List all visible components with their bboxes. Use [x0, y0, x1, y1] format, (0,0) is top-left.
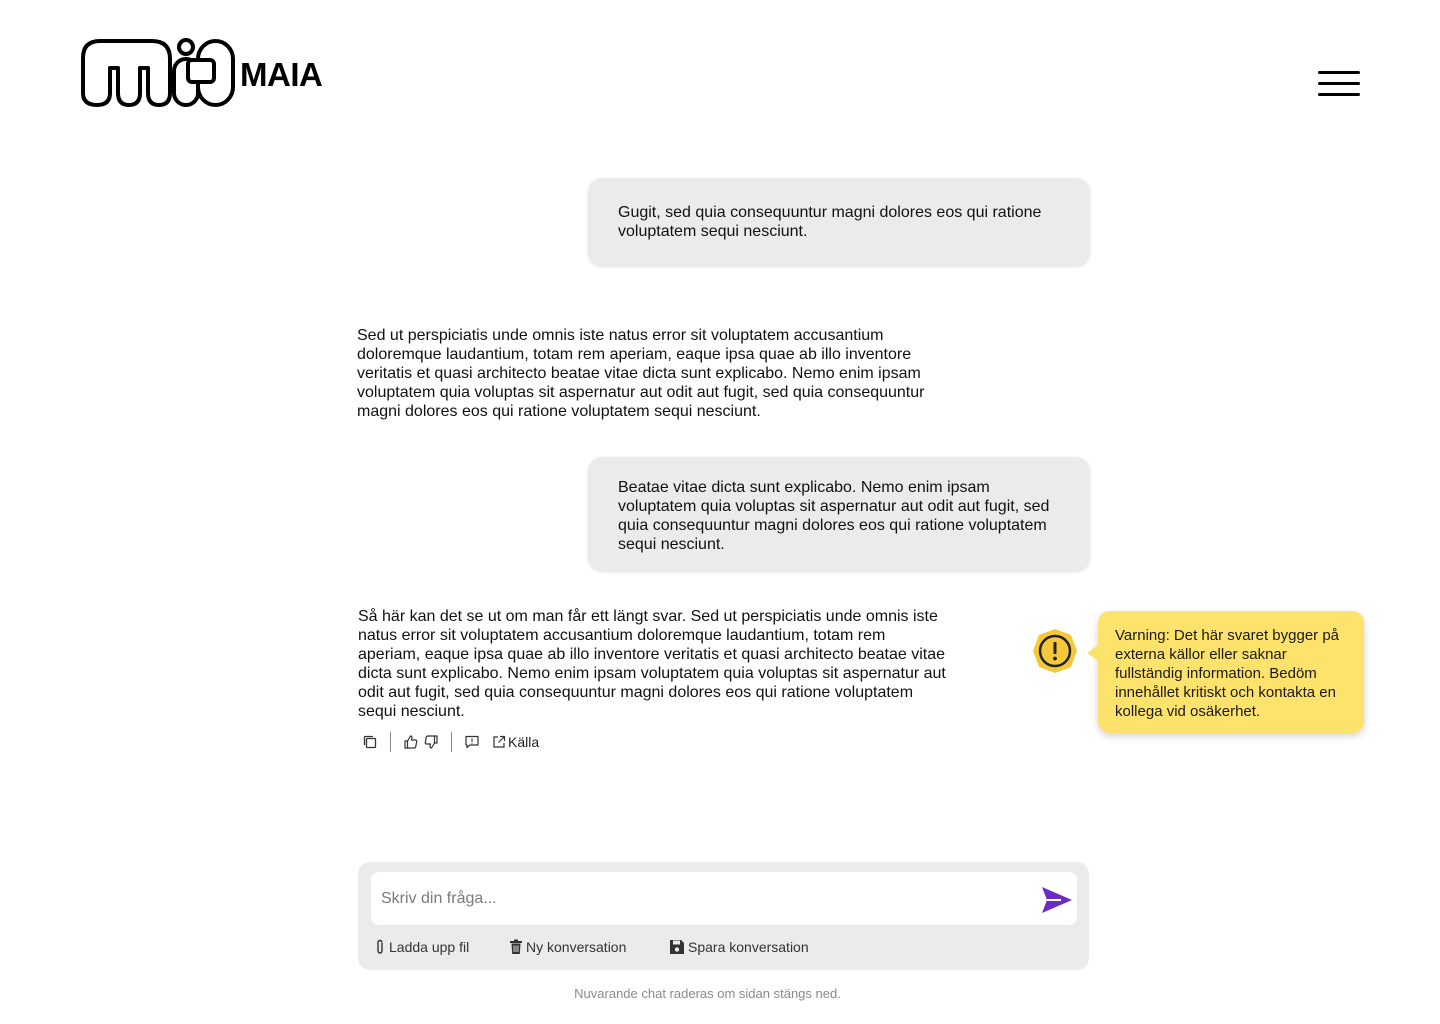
footer-note: Nuvarande chat raderas om sidan stängs ned. [574, 986, 841, 1001]
new-conversation-label: Ny konversation [526, 939, 627, 955]
paperclip-icon [374, 939, 386, 955]
bot-answer: Så här kan det se ut om man får ett längt svar. Sed ut perspiciatis unde omnis iste natus error sit voluptatem accusantium doloremque laudantium, totam rem aperiam, eaque ipsa quae ab illo inventore veritatis et quasi architecto beatae vitae dicta sunt explicabo. Nemo enim ipsam voluptatem quia voluptas sit aspernatur aut odit aut fugit, sed quia consequuntur magni dolores eos qui ratione voluptatem sequi nesciunt. [358, 608, 946, 720]
warning-tooltip [1098, 611, 1364, 733]
upload-file-label: Ladda upp fil [389, 939, 470, 955]
warning-text: Varning: Det här svaret bygger på externa källor eller saknar fullständig information. Bedöm innehållet kritiskt och kontakta en kollega vid osäkerhet. [1115, 627, 1340, 720]
composer [358, 862, 1089, 970]
bot-answer: Sed ut perspiciatis unde omnis iste natus error sit voluptatem accusantium doloremque laudantium, totam rem aperiam, eaque ipsa quae ab illo inventore veritatis et quasi architecto beatae vitae dicta sunt explicabo. Nemo enim ipsam voluptatem quia voluptas sit aspernatur aut odit aut fugit, sed quia consequuntur magni dolores eos qui ratione voluptatem sequi nesciunt. [357, 327, 925, 420]
source-link[interactable] [492, 734, 539, 750]
mio-logo-mark [80, 38, 236, 108]
user-message-text: Beatae vitae dicta sunt explicabo. Nemo enim ipsam voluptatem quia voluptas sit aspernatur aut odit aut fugit, sed quia consequuntur magni dolores eos qui ratione voluptatem sequi nesciunt. [618, 479, 1050, 553]
divider [451, 732, 452, 752]
save-conversation-button[interactable] [669, 939, 809, 955]
answer-actions [360, 731, 539, 753]
thumbs-down-icon[interactable] [421, 732, 441, 752]
divider [390, 732, 391, 752]
new-conversation-button[interactable] [509, 939, 626, 955]
question-input-wrapper [371, 872, 1077, 925]
brand-name: MAIA [240, 56, 323, 93]
source-label: Källa [508, 734, 540, 750]
hamburger-icon [1318, 71, 1360, 74]
user-message [588, 178, 1090, 266]
hamburger-line-2 [1318, 82, 1360, 85]
comment-exclamation-icon[interactable] [462, 732, 482, 752]
logo[interactable] [80, 38, 322, 108]
warning-icon[interactable] [1032, 628, 1078, 674]
save-conversation-label: Spara konversation [688, 939, 809, 955]
copy-icon[interactable] [360, 732, 380, 752]
floppy-disk-icon [669, 939, 685, 955]
send-icon[interactable] [1041, 886, 1073, 914]
trash-icon [509, 939, 523, 955]
user-message [588, 457, 1090, 571]
hamburger-line-3 [1318, 93, 1360, 96]
menu-button[interactable] [1316, 68, 1360, 100]
user-message-text: Gugit, sed quia consequuntur magni dolores eos qui ratione voluptatem sequi nesciunt. [618, 204, 1042, 240]
thumbs-up-icon[interactable] [401, 732, 421, 752]
external-link-icon [492, 735, 506, 749]
upload-file-button[interactable] [374, 939, 469, 955]
question-input[interactable] [371, 872, 1031, 925]
